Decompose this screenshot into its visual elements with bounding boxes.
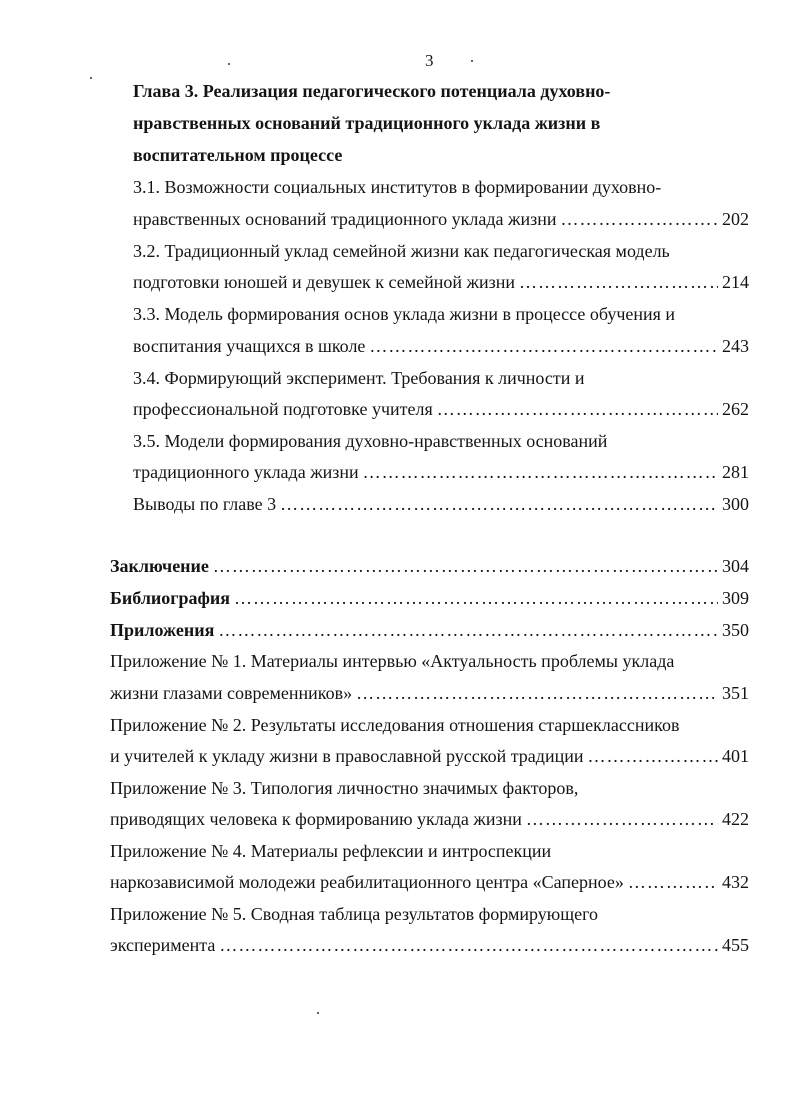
toc-entry-text: воспитания учащихся в школе — [133, 336, 366, 356]
leader-dots — [213, 553, 718, 579]
toc-entry-text: традиционного уклада жизни — [133, 462, 359, 482]
toc-page-number: 350 — [722, 620, 749, 640]
toc-section-3-5[interactable] — [133, 459, 749, 485]
toc-appendix-2[interactable] — [110, 743, 749, 769]
scan-speck — [228, 63, 230, 65]
toc-section-3-4-line-1: 3.4. Формирующий эксперимент. Требования к личности и — [133, 368, 585, 388]
toc-entry-text: Библиография — [110, 588, 231, 608]
toc-entry-text: Приложения — [110, 620, 215, 640]
toc-section-3-2[interactable] — [133, 269, 749, 295]
toc-section-3-4[interactable] — [133, 396, 749, 422]
toc-page-number: 262 — [722, 399, 749, 419]
scan-speck — [471, 60, 473, 62]
toc-appendix-2-line-1: Приложение № 2. Результаты исследования отношения старшеклассников — [110, 715, 680, 735]
toc-page-number: 401 — [722, 746, 749, 766]
toc-bibliography[interactable] — [110, 585, 749, 611]
leader-dots — [369, 333, 718, 359]
toc-appendix-4[interactable] — [110, 869, 749, 895]
chapter-heading-line-2: нравственных оснований традиционного уклада жизни в — [133, 113, 601, 133]
chapter-heading-line-3: воспитательном процессе — [133, 145, 343, 165]
toc-entry-text: наркозависимой молодежи реабилитационного центра «Саперное» — [110, 872, 624, 892]
toc-page-number: 432 — [722, 872, 749, 892]
toc-page-number: 351 — [722, 683, 749, 703]
leader-dots — [519, 269, 718, 295]
toc-section-3-1-line-1: 3.1. Возможности социальных институтов в формировании духовно- — [133, 177, 662, 197]
toc-appendix-1[interactable] — [110, 680, 749, 706]
toc-chapter-conclusions[interactable] — [133, 491, 749, 517]
toc-entry-text: Заключение — [110, 556, 209, 576]
chapter-heading-line-1: Глава 3. Реализация педагогического потенциала духовно- — [133, 81, 611, 101]
toc-conclusion[interactable] — [110, 553, 749, 579]
toc-entry-text: подготовки юношей и девушек к семейной жизни — [133, 272, 515, 292]
leader-dots — [356, 680, 718, 706]
toc-appendix-4-line-1: Приложение № 4. Материалы рефлексии и интроспекции — [110, 841, 552, 861]
toc-entry-text: жизни глазами современников» — [110, 683, 353, 703]
toc-page-number: 309 — [722, 588, 749, 608]
toc-appendix-1-line-1: Приложение № 1. Материалы интервью «Актуальность проблемы уклада — [110, 651, 675, 671]
toc-appendix-3-line-1: Приложение № 3. Типология личностно значимых факторов, — [110, 778, 579, 798]
toc-section-3-5-line-1: 3.5. Модели формирования духовно-нравственных оснований — [133, 431, 608, 451]
toc-appendix-3[interactable] — [110, 806, 749, 832]
toc-page-number: 422 — [722, 809, 749, 829]
toc-page-number: 281 — [722, 462, 749, 482]
toc-section-3-3[interactable] — [133, 333, 749, 359]
leader-dots — [526, 806, 718, 832]
toc-section-3-3-line-1: 3.3. Модель формирования основ уклада жизни в процессе обучения и — [133, 304, 676, 324]
toc-page-number: 304 — [722, 556, 749, 576]
leader-dots — [587, 743, 718, 769]
toc-appendices[interactable] — [110, 617, 749, 643]
toc-page-number: 455 — [722, 935, 749, 955]
scan-speck — [90, 77, 92, 79]
page-number: 3 — [425, 51, 434, 70]
toc-entry-text: приводящих человека к формированию уклада жизни — [110, 809, 522, 829]
toc-entry-text: Выводы по главе 3 — [133, 494, 277, 514]
scan-speck — [317, 1012, 319, 1014]
toc-page-number: 300 — [722, 494, 749, 514]
toc-entry-text: и учителей к укладу жизни в православной русской традиции — [110, 746, 584, 766]
leader-dots — [234, 585, 718, 611]
leader-dots — [219, 932, 718, 958]
toc-page-number: 214 — [722, 272, 749, 292]
leader-dots — [628, 869, 718, 895]
toc-appendix-5-line-1: Приложение № 5. Сводная таблица результатов формирующего — [110, 904, 599, 924]
leader-dots — [560, 206, 718, 232]
toc-entry-text: эксперимента — [110, 935, 216, 955]
leader-dots — [363, 459, 718, 485]
toc-section-3-2-line-1: 3.2. Традиционный уклад семейной жизни как педагогическая модель — [133, 241, 670, 261]
toc-page-number: 243 — [722, 336, 749, 356]
toc-entry-text: профессиональной подготовке учителя — [133, 399, 433, 419]
toc-section-3-1[interactable] — [133, 206, 749, 232]
leader-dots — [218, 617, 718, 643]
toc-entry-text: нравственных оснований традиционного уклада жизни — [133, 209, 557, 229]
toc-appendix-5[interactable] — [110, 932, 749, 958]
toc-page-number: 202 — [722, 209, 749, 229]
leader-dots — [280, 491, 718, 517]
leader-dots — [437, 396, 718, 422]
